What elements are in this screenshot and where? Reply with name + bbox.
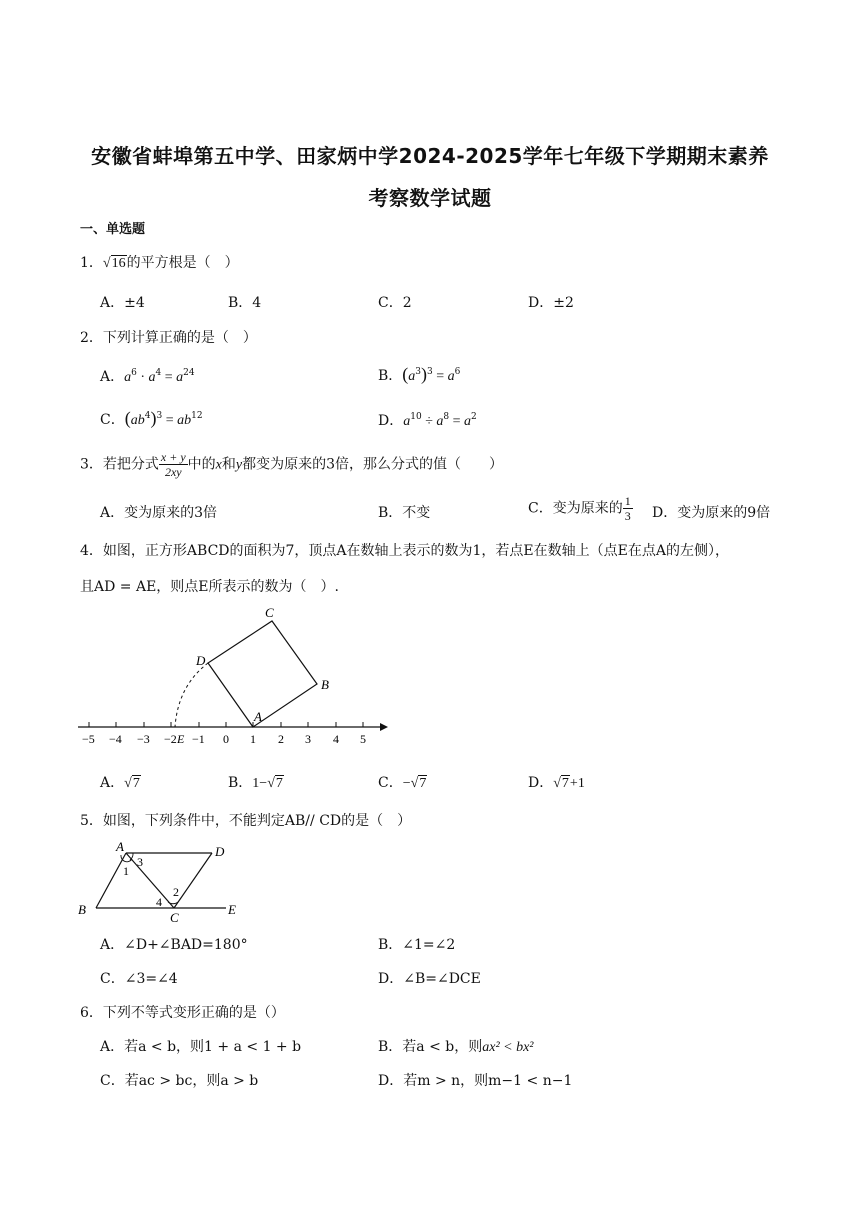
q3-fraction: $\frac{x + y}{2xy}$: [160, 450, 186, 479]
q1-option-a: A．±4: [100, 295, 145, 311]
title-line-1: 安徽省蚌埠第五中学、田家炳中学2024-2025学年七年级下学期期末素养: [91, 144, 769, 168]
question-4-line-1: 4．如图，正方形ABCD的面积为7，顶点A在数轴上表示的数为1，若点E在数轴上（点E在点A的左侧），: [80, 543, 729, 559]
q1-number: 1．: [80, 255, 103, 271]
label-b: B: [78, 902, 86, 917]
figure-4: [74, 600, 394, 750]
q3-option-d: D．变为原来的9倍: [652, 505, 771, 521]
question-4-line-2: 且AD = AE，则点E所表示的数为（ ）.: [80, 579, 339, 595]
tick-label: −4: [109, 732, 122, 746]
question-1: [80, 252, 239, 272]
q4-option-c: C．−√7: [378, 775, 427, 791]
title-line-2: 考察数学试题: [368, 186, 492, 210]
label-c: C: [265, 605, 274, 620]
label-d: D: [215, 844, 225, 859]
tick-label: 2: [278, 732, 284, 746]
q2-option-c: C．$(ab^4)^3 = ab^{12}$: [100, 408, 203, 428]
q5-option-b: B．∠1=∠2: [378, 937, 456, 953]
tick-label: 3: [305, 732, 311, 746]
q5-option-a: A．∠D+∠BAD=180°: [100, 937, 248, 953]
tick-label: −2: [164, 732, 177, 746]
question-2: 2．下列计算正确的是（ ）: [80, 330, 257, 346]
label-a: A: [116, 839, 124, 854]
angle-label-4: 4: [156, 895, 162, 909]
question-6: 6．下列不等式变形正确的是（）: [80, 1005, 285, 1021]
q3-option-b: B．不变: [378, 505, 431, 521]
q2-option-a: A．$a^6 \cdot a^4 = a^{24}$: [100, 368, 195, 385]
tick-label: −1: [192, 732, 205, 746]
tick-label: 5: [360, 732, 366, 746]
q5-option-d: D．∠B=∠DCE: [378, 971, 481, 987]
label-b: B: [321, 677, 329, 692]
segment-ac: [126, 853, 174, 908]
tick-label: 0: [223, 732, 229, 746]
q1-option-c: C．2: [378, 295, 412, 311]
angle-label-3: 3: [137, 855, 143, 869]
number-line-tick-labels: [82, 732, 366, 746]
q4-option-b: B．1−√7: [228, 775, 283, 791]
q1-option-b: B．4: [228, 295, 262, 311]
q3-option-c: C．变为原来的 $\frac{1}{3}$: [528, 494, 631, 523]
label-e: E: [177, 732, 185, 746]
q1-option-d: D．±2: [528, 295, 574, 311]
q5-option-c: C．∠3=∠4: [100, 971, 178, 987]
label-e: E: [228, 902, 236, 917]
tick-label: 4: [333, 732, 339, 746]
label-d: D: [196, 653, 206, 668]
q2-option-b: B．$(a^3)^3 = a^6$: [378, 364, 461, 384]
section-heading: 一、单选题: [80, 222, 146, 237]
question-5: 5．如图，下列条件中，不能判定AB// CD的是（ ）: [80, 813, 412, 829]
question-3: 3．若把分式 $\frac{x + y}{2xy}$ 中的x和y都变为原来的3倍，那么分式的值（ ）: [80, 450, 504, 479]
q4-option-d: D．√7+1: [528, 775, 585, 791]
angle-label-2: 2: [173, 885, 179, 899]
q6-option-c: C．若ac > bc，则a > b: [100, 1073, 259, 1089]
label-a: A: [254, 709, 262, 724]
q2-option-d: D．$a^{10} \div a^8 = a^2$: [378, 412, 477, 429]
angle-label-1: 1: [123, 864, 129, 878]
segment-cd: [174, 853, 212, 908]
q4-option-a: A．√7: [100, 775, 140, 791]
tick-label: −5: [82, 732, 95, 746]
number-line-ticks: [89, 722, 363, 727]
label-c: C: [170, 910, 179, 924]
q6-option-a: A．若a < b，则1 + a < 1 + b: [100, 1039, 302, 1055]
tick-label: 1: [250, 732, 256, 746]
q6-option-d: D．若m > n，则m−1 < n−1: [378, 1073, 573, 1089]
arc-d-e: [175, 663, 208, 727]
q1-stem: 的平方根是（ ）: [126, 255, 239, 271]
q3-option-a: A．变为原来的3倍: [100, 505, 218, 521]
square-abcd: [208, 621, 317, 727]
q6-option-b: B．若a < b，则ax² < bx²: [378, 1039, 534, 1055]
q1-sqrt: √16: [102, 256, 126, 271]
tick-label: −3: [137, 732, 150, 746]
figure-5: [74, 838, 254, 924]
segment-ab: [96, 853, 126, 908]
